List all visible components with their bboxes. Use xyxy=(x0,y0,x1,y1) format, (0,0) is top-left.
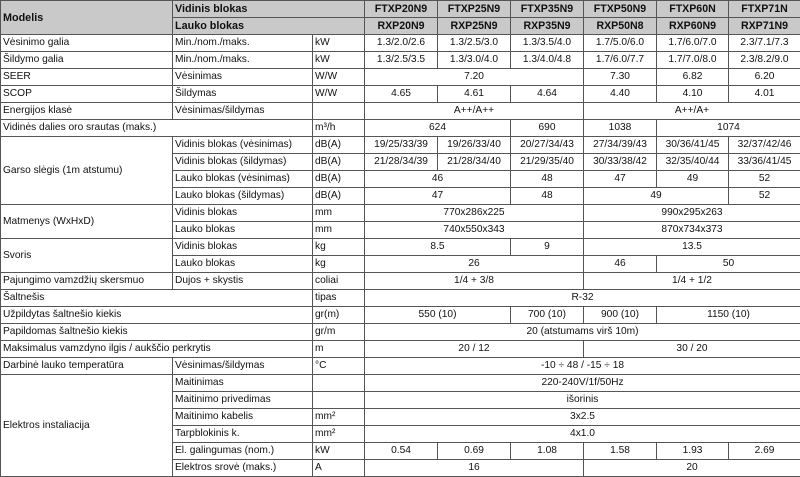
value-cell: 1038 xyxy=(584,120,657,137)
value-cell: 52 xyxy=(729,171,800,188)
value-cell: 1.3/3.5/4.0 xyxy=(511,35,584,52)
value-cell: 32/37/42/46 xyxy=(729,137,800,154)
row-unit: coliai xyxy=(313,273,365,290)
value-cell: 0.54 xyxy=(365,443,438,460)
table-row xyxy=(1,137,800,154)
row-label: Vėsinimo galia xyxy=(1,35,173,52)
header-outdoor-model: RXP60N9 xyxy=(657,18,729,35)
value-cell: -10 ÷ 48 / -15 ÷ 18 xyxy=(365,358,800,375)
row-condition: Min./nom./maks. xyxy=(173,35,313,52)
value-cell: 50 xyxy=(657,256,800,273)
value-cell: 1/4 + 3/8 xyxy=(365,273,584,290)
value-cell: 1.7/5.0/6.0 xyxy=(584,35,657,52)
row-unit: kW xyxy=(313,52,365,69)
row-label: Elektros instaliacija xyxy=(1,375,173,477)
header-indoor-model: FTXP35N9 xyxy=(511,1,584,18)
value-cell: 1/4 + 1/2 xyxy=(584,273,800,290)
value-cell: 1074 xyxy=(657,120,800,137)
value-cell: 49 xyxy=(657,171,729,188)
row-unit: mm xyxy=(313,205,365,222)
row-condition: Lauko blokas xyxy=(173,256,313,273)
header-outdoor-model: RXP35N9 xyxy=(511,18,584,35)
row-unit: dB(A) xyxy=(313,171,365,188)
value-cell: 21/29/35/40 xyxy=(511,154,584,171)
value-cell: 46 xyxy=(584,256,657,273)
value-cell: 1.08 xyxy=(511,443,584,460)
value-cell: 1.3/4.0/4.8 xyxy=(511,52,584,69)
value-cell: 1.58 xyxy=(584,443,657,460)
table-row xyxy=(1,35,800,52)
value-cell: 9 xyxy=(511,239,584,256)
header-indoor-model: FTXP71N xyxy=(729,1,800,18)
row-label: Svoris xyxy=(1,239,173,273)
row-condition: El. galingumas (nom.) xyxy=(173,443,313,460)
value-cell: 3x2.5 xyxy=(365,409,800,426)
row-condition: Lauko blokas (šildymas) xyxy=(173,188,313,205)
value-cell: 20 (atstumams virš 10m) xyxy=(365,324,800,341)
row-condition: Šildymas xyxy=(173,86,313,103)
row-unit: W/W xyxy=(313,86,365,103)
header-indoor-label: Vidinis blokas xyxy=(173,1,365,18)
value-cell: 30/36/41/45 xyxy=(657,137,729,154)
table-row xyxy=(1,205,800,222)
table-row xyxy=(1,341,800,358)
row-condition: Tarpblokinis k. xyxy=(173,426,313,443)
row-unit: kW xyxy=(313,35,365,52)
value-cell: 0.69 xyxy=(438,443,511,460)
row-unit: gr(m) xyxy=(313,307,365,324)
value-cell: 26 xyxy=(365,256,584,273)
row-unit: m xyxy=(313,341,365,358)
table-row xyxy=(1,358,800,375)
value-cell: 46 xyxy=(365,171,511,188)
row-label: Matmenys (WxHxD) xyxy=(1,205,173,239)
header-indoor-model: FTXP25N9 xyxy=(438,1,511,18)
value-cell: 47 xyxy=(584,171,657,188)
row-label: Energijos klasė xyxy=(1,103,173,120)
row-unit: kg xyxy=(313,239,365,256)
value-cell: 48 xyxy=(511,171,584,188)
value-cell: 6.20 xyxy=(729,69,800,86)
row-unit: W/W xyxy=(313,69,365,86)
table-row xyxy=(1,290,800,307)
value-cell: 1.3/2.0/2.6 xyxy=(365,35,438,52)
header-outdoor-model: RXP50N8 xyxy=(584,18,657,35)
row-unit xyxy=(313,103,365,120)
table-row xyxy=(1,52,800,69)
row-condition: Elektros srovė (maks.) xyxy=(173,460,313,477)
row-label: Garso slėgis (1m atstumu) xyxy=(1,137,173,205)
row-unit: kW xyxy=(313,443,365,460)
row-unit: mm² xyxy=(313,409,365,426)
value-cell: 4.01 xyxy=(729,86,800,103)
row-condition: Dujos + skystis xyxy=(173,273,313,290)
row-label: Darbinė lauko temperatūra xyxy=(1,358,173,375)
row-condition: Vidinis blokas (šildymas) xyxy=(173,154,313,171)
row-unit: dB(A) xyxy=(313,154,365,171)
value-cell: 220-240V/1f/50Hz xyxy=(365,375,800,392)
value-cell: 33/36/41/45 xyxy=(729,154,800,171)
header-outdoor-model: RXP25N9 xyxy=(438,18,511,35)
value-cell: 2.3/8.2/9.0 xyxy=(729,52,800,69)
table-row xyxy=(1,324,800,341)
value-cell: 690 xyxy=(511,120,584,137)
header-outdoor-model: RXP20N9 xyxy=(365,18,438,35)
row-condition: Lauko blokas xyxy=(173,222,313,239)
table-row xyxy=(1,103,800,120)
value-cell: R-32 xyxy=(365,290,800,307)
value-cell: 47 xyxy=(365,188,511,205)
row-unit: mm xyxy=(313,222,365,239)
row-unit: tipas xyxy=(313,290,365,307)
header-indoor-model: FTXP20N9 xyxy=(365,1,438,18)
value-cell: 4.40 xyxy=(584,86,657,103)
value-cell: 32/35/40/44 xyxy=(657,154,729,171)
value-cell: 27/34/39/43 xyxy=(584,137,657,154)
row-label: Maksimalus vamzdyno ilgis / aukščio perkrytis xyxy=(1,341,313,358)
table-row xyxy=(1,273,800,290)
value-cell: 6.82 xyxy=(657,69,729,86)
table-row xyxy=(1,239,800,256)
row-label: Šaltnešis xyxy=(1,290,313,307)
value-cell: 1.3/2.5/3.5 xyxy=(365,52,438,69)
value-cell: A++/A++ xyxy=(365,103,584,120)
value-cell: 1150 (10) xyxy=(657,307,800,324)
value-cell: 1.3/3.0/4.0 xyxy=(438,52,511,69)
value-cell: 21/28/34/39 xyxy=(365,154,438,171)
value-cell: 7.20 xyxy=(365,69,584,86)
row-condition: Maitinimo privedimas xyxy=(173,392,313,409)
value-cell: 8.5 xyxy=(365,239,511,256)
value-cell: 16 xyxy=(365,460,584,477)
row-label: SCOP xyxy=(1,86,173,103)
value-cell: 900 (10) xyxy=(584,307,657,324)
row-unit: °C xyxy=(313,358,365,375)
value-cell: 4.10 xyxy=(657,86,729,103)
row-unit xyxy=(313,392,365,409)
row-unit: mm² xyxy=(313,426,365,443)
table-row xyxy=(1,69,800,86)
row-condition: Maitinimas xyxy=(173,375,313,392)
row-condition: Vėsinimas/šildymas xyxy=(173,103,313,120)
row-condition: Vidinis blokas xyxy=(173,239,313,256)
value-cell: 700 (10) xyxy=(511,307,584,324)
value-cell: 550 (10) xyxy=(365,307,511,324)
header-row-indoor xyxy=(1,1,800,18)
value-cell: 770x286x225 xyxy=(365,205,584,222)
value-cell: 4.61 xyxy=(438,86,511,103)
header-outdoor-label: Lauko blokas xyxy=(173,18,365,35)
table-row xyxy=(1,86,800,103)
row-unit: m³/h xyxy=(313,120,365,137)
value-cell: 4.65 xyxy=(365,86,438,103)
header-indoor-model: FTXP50N9 xyxy=(584,1,657,18)
value-cell: 49 xyxy=(584,188,729,205)
row-label: Vidinės dalies oro srautas (maks.) xyxy=(1,120,313,137)
row-condition: Maitinimo kabelis xyxy=(173,409,313,426)
value-cell: 20 xyxy=(584,460,800,477)
value-cell: 4x1.0 xyxy=(365,426,800,443)
value-cell: 20 / 12 xyxy=(365,341,584,358)
value-cell: 1.7/7.0/8.0 xyxy=(657,52,729,69)
value-cell: išorinis xyxy=(365,392,800,409)
value-cell: 13.5 xyxy=(584,239,800,256)
value-cell: 30/33/38/42 xyxy=(584,154,657,171)
row-label: Šildymo galia xyxy=(1,52,173,69)
row-unit: kg xyxy=(313,256,365,273)
value-cell: 1.7/6.0/7.0 xyxy=(657,35,729,52)
value-cell: 52 xyxy=(729,188,800,205)
header-outdoor-model: RXP71N9 xyxy=(729,18,800,35)
value-cell: 1.3/2.5/3.0 xyxy=(438,35,511,52)
row-condition: Min./nom./maks. xyxy=(173,52,313,69)
row-unit xyxy=(313,375,365,392)
value-cell: 990x295x263 xyxy=(584,205,800,222)
value-cell: 2.3/7.1/7.3 xyxy=(729,35,800,52)
value-cell: 1.7/6.0/7.7 xyxy=(584,52,657,69)
value-cell: 19/25/33/39 xyxy=(365,137,438,154)
value-cell: 624 xyxy=(365,120,511,137)
value-cell: A++/A+ xyxy=(584,103,800,120)
value-cell: 7.30 xyxy=(584,69,657,86)
row-label: Papildomas šaltnešio kiekis xyxy=(1,324,313,341)
row-label: Užpildytas šaltnešio kiekis xyxy=(1,307,313,324)
row-unit: A xyxy=(313,460,365,477)
table-row xyxy=(1,375,800,392)
value-cell: 740x550x343 xyxy=(365,222,584,239)
value-cell: 1.93 xyxy=(657,443,729,460)
row-unit: gr/m xyxy=(313,324,365,341)
row-condition: Vidinis blokas xyxy=(173,205,313,222)
table-row xyxy=(1,120,800,137)
row-condition: Vidinis blokas (vėsinimas) xyxy=(173,137,313,154)
value-cell: 20/27/34/43 xyxy=(511,137,584,154)
row-label: Pajungimo vamzdžių skersmuo xyxy=(1,273,173,290)
row-condition: Lauko blokas (vėsinimas) xyxy=(173,171,313,188)
value-cell: 48 xyxy=(511,188,584,205)
row-condition: Vėsinimas xyxy=(173,69,313,86)
value-cell: 870x734x373 xyxy=(584,222,800,239)
value-cell: 19/26/33/40 xyxy=(438,137,511,154)
value-cell: 21/28/34/40 xyxy=(438,154,511,171)
value-cell: 2.69 xyxy=(729,443,800,460)
header-indoor-model: FTXP60N xyxy=(657,1,729,18)
row-unit: dB(A) xyxy=(313,188,365,205)
table-row xyxy=(1,307,800,324)
value-cell: 30 / 20 xyxy=(584,341,800,358)
value-cell: 4.64 xyxy=(511,86,584,103)
row-condition: Vėsinimas/šildymas xyxy=(173,358,313,375)
row-label: SEER xyxy=(1,69,173,86)
row-unit: dB(A) xyxy=(313,137,365,154)
header-modelis: Modelis xyxy=(1,1,173,35)
